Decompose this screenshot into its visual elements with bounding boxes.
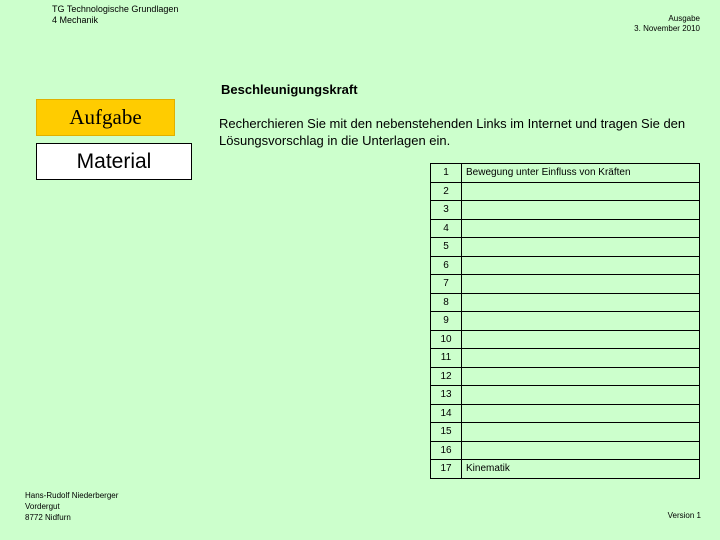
header-course-info [52,4,178,26]
link-number: 4 [431,219,462,238]
links-table [430,163,700,479]
link-label[interactable]: Bewegung unter Einfluss von Kräften [462,164,700,183]
link-label [462,182,700,201]
link-row [431,441,700,460]
link-number: 14 [431,404,462,423]
author-name: Hans-Rudolf Niederberger [25,491,119,500]
instructions-text: Recherchieren Sie mit den nebenstehenden Links im Internet und tragen Sie den Lösungsvorschlag in die Unterlagen ein. [219,116,686,148]
link-number: 17 [431,460,462,479]
link-label [462,367,700,386]
link-row [431,182,700,201]
link-row [431,219,700,238]
link-row [431,460,700,479]
author-street: Vordergut [25,502,60,511]
author-info [25,490,118,523]
link-row [431,404,700,423]
course-title: TG Technologische Grundlagen [52,4,179,14]
aufgabe-button[interactable]: Aufgabe [36,99,175,136]
link-label[interactable]: Kinematik [462,460,700,479]
link-label [462,349,700,368]
edition-date: 3. November 2010 [634,24,700,33]
link-row [431,293,700,312]
link-label [462,219,700,238]
link-label [462,201,700,220]
link-label [462,293,700,312]
link-number: 6 [431,256,462,275]
link-number: 10 [431,330,462,349]
link-number: 15 [431,423,462,442]
link-label [462,404,700,423]
link-label [462,275,700,294]
link-label [462,238,700,257]
link-row [431,349,700,368]
link-label [462,423,700,442]
author-city: 8772 Nidfurn [25,513,71,522]
link-number: 1 [431,164,462,183]
link-row [431,330,700,349]
edition-label: Ausgabe [668,14,700,23]
link-row [431,312,700,331]
link-row [431,423,700,442]
header-edition-info [634,14,700,34]
link-number: 7 [431,275,462,294]
link-row [431,386,700,405]
link-label [462,330,700,349]
link-label [462,256,700,275]
link-number: 3 [431,201,462,220]
link-row [431,201,700,220]
link-row [431,238,700,257]
course-chapter: 4 Mechanik [52,15,99,25]
link-number: 5 [431,238,462,257]
link-label [462,386,700,405]
link-row [431,164,700,183]
link-number: 13 [431,386,462,405]
link-row [431,256,700,275]
link-label [462,312,700,331]
material-button[interactable]: Material [36,143,192,180]
link-row [431,367,700,386]
version-label: Version 1 [667,511,701,520]
link-number: 8 [431,293,462,312]
link-number: 11 [431,349,462,368]
page-title: Beschleunigungskraft [221,82,358,97]
link-label [462,441,700,460]
link-number: 12 [431,367,462,386]
link-number: 2 [431,182,462,201]
link-row [431,275,700,294]
link-number: 9 [431,312,462,331]
link-number: 16 [431,441,462,460]
